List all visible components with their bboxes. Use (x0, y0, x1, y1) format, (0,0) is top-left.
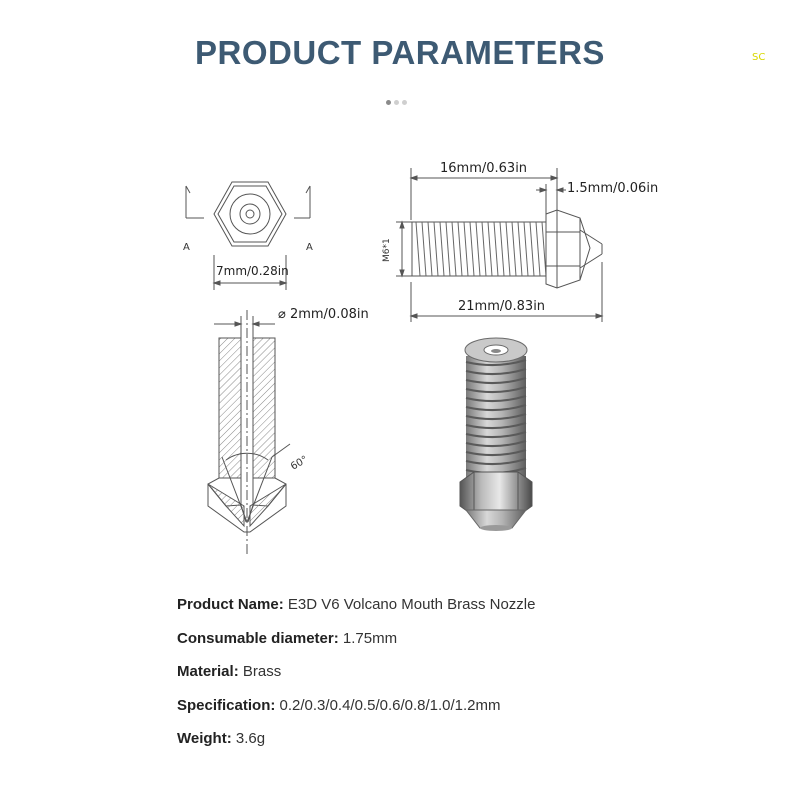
thread-line (422, 222, 426, 276)
thread-line (458, 222, 462, 276)
thread-line (440, 222, 444, 276)
nozzle-3d-render (460, 338, 532, 531)
thread-length-label: 16mm/0.63in (440, 161, 528, 176)
section-mark-right: A (306, 242, 313, 253)
thread-line (428, 222, 432, 276)
hex-inner-circle (230, 194, 270, 234)
thread-line (506, 222, 510, 276)
spec-row-product-name (177, 596, 777, 630)
spec-label: Product Name: (177, 596, 284, 613)
section-mark-left: A (183, 242, 190, 253)
thread-line (536, 222, 540, 276)
thread-line (524, 222, 528, 276)
thread-line (464, 222, 468, 276)
thread-line (434, 222, 438, 276)
thread-pattern (416, 222, 546, 276)
thread-line (518, 222, 522, 276)
spec-row-material (177, 663, 777, 697)
thread-line (488, 222, 492, 276)
spec-label: Weight: (177, 730, 232, 747)
bore-diameter-label: ⌀ 2mm/0.08in (278, 307, 369, 322)
corner-badge: SC (752, 52, 766, 63)
hex-outline (214, 182, 286, 246)
spec-value: 3.6g (231, 730, 266, 747)
spec-value: E3D V6 Volcano Mouth Brass Nozzle (283, 596, 536, 613)
thread-line (494, 222, 498, 276)
spec-row-weight (177, 730, 777, 764)
thread-line (470, 222, 474, 276)
thread-line (446, 222, 450, 276)
tip-length-label: 1.5mm/0.06in (567, 181, 659, 196)
spec-row-consumable-diameter (177, 630, 777, 664)
thread-line (476, 222, 480, 276)
spec-label: Specification: (177, 696, 276, 714)
section-view (208, 310, 290, 555)
spec-value: Brass (238, 663, 282, 680)
thread-line (416, 222, 420, 276)
spec-value: 1.75mm (338, 629, 398, 647)
thread-line (530, 222, 534, 276)
thread-line (482, 222, 486, 276)
tip-angle-label: 60° (289, 454, 310, 473)
spec-row-specification (177, 697, 777, 731)
width-label: 7mm/0.28in (216, 264, 289, 278)
spec-list (177, 596, 777, 764)
spec-label: Material: (177, 663, 239, 680)
thread-line (542, 222, 546, 276)
spec-label: Consumable diameter: (177, 629, 339, 647)
total-length-label: 21mm/0.83in (458, 299, 546, 314)
page-title: PRODUCT PARAMETERS (195, 34, 605, 71)
hex-nut-side (546, 210, 590, 288)
thread-size-label: M6*1 (382, 238, 392, 262)
spec-value: 0.2/0.3/0.4/0.5/0.6/0.8/1.0/1.2mm (275, 696, 501, 714)
thread-line (452, 222, 456, 276)
render-hex-nut (460, 472, 532, 516)
thread-line (500, 222, 504, 276)
thread-line (512, 222, 516, 276)
